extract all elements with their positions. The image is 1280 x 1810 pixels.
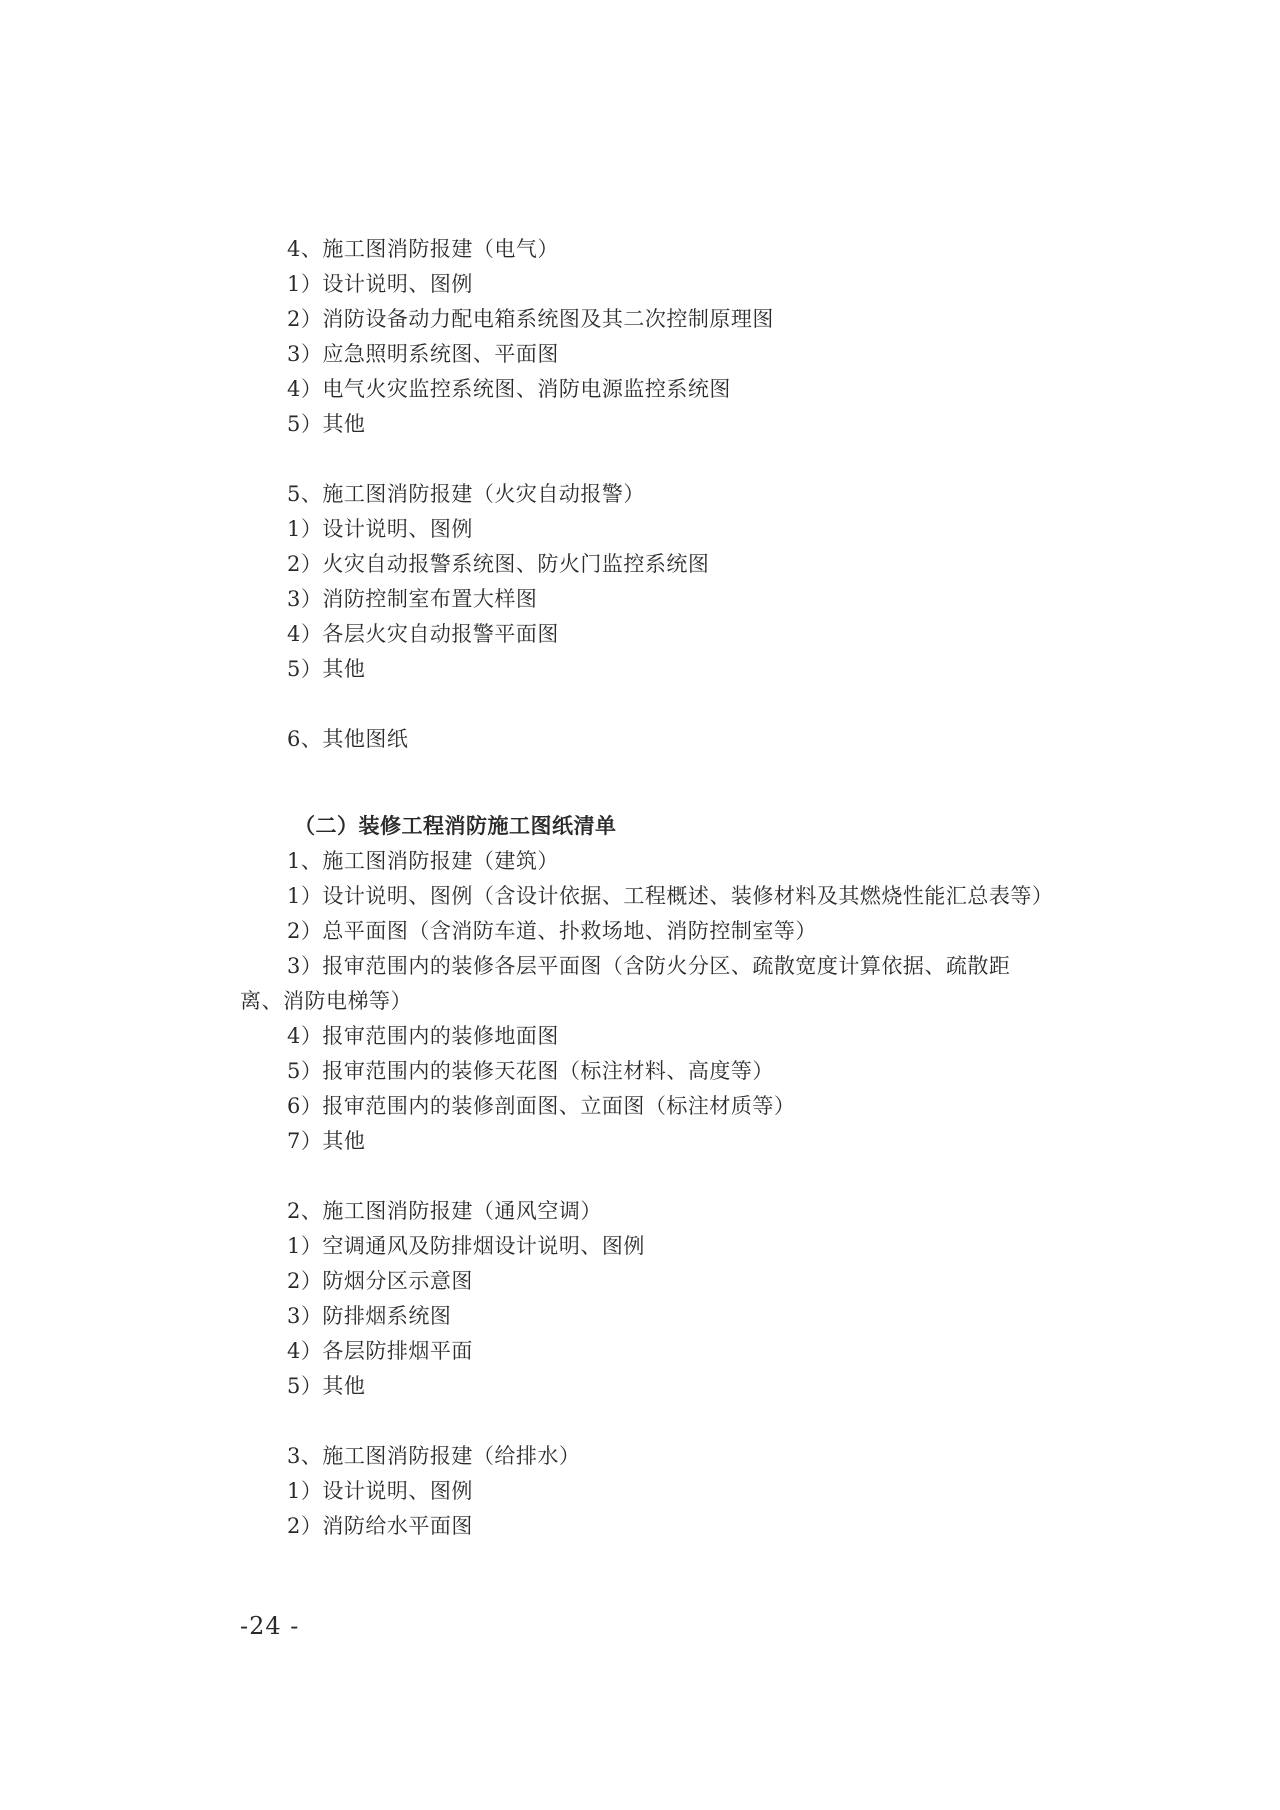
list-item: 3）应急照明系统图、平面图 xyxy=(287,342,559,366)
list-item: 2）消防给水平面图 xyxy=(287,1514,473,1538)
subsection-3-title: 3、施工图消防报建（给排水） xyxy=(287,1444,581,1468)
list-item: 3）报审范围内的装修各层平面图（含防火分区、疏散宽度计算依据、疏散距离、消防电梯等） xyxy=(240,954,1011,1013)
list-item: 4）电气火灾监控系统图、消防电源监控系统图 xyxy=(287,377,731,401)
list-item: 1）空调通风及防排烟设计说明、图例 xyxy=(287,1234,645,1258)
subsection-1-title: 1、施工图消防报建（建筑） xyxy=(287,849,559,873)
list-item: 1）设计说明、图例 xyxy=(287,272,473,296)
list-item: 1）设计说明、图例 xyxy=(287,1479,473,1503)
section-4-title: 4、施工图消防报建（电气） xyxy=(287,237,559,261)
section-6-title: 6、其他图纸 xyxy=(287,727,409,751)
list-item: 1）设计说明、图例（含设计依据、工程概述、装修材料及其燃烧性能汇总表等） xyxy=(287,884,1054,908)
subsection-2-title: 2、施工图消防报建（通风空调） xyxy=(287,1199,602,1223)
list-item: 2）消防设备动力配电箱系统图及其二次控制原理图 xyxy=(287,307,774,331)
section-5-title: 5、施工图消防报建（火灾自动报警） xyxy=(287,482,645,506)
list-item: 1）设计说明、图例 xyxy=(287,517,473,541)
list-item: 2）火灾自动报警系统图、防火门监控系统图 xyxy=(287,552,710,576)
list-item: 4）报审范围内的装修地面图 xyxy=(287,1024,559,1048)
page-number: -24 - xyxy=(240,1612,300,1640)
list-item: 4）各层防排烟平面 xyxy=(287,1339,473,1363)
spacer xyxy=(240,757,1052,809)
spacer xyxy=(240,687,1052,722)
list-item: 5）其他 xyxy=(287,1374,366,1398)
document-body xyxy=(240,232,1052,1544)
list-item: 3）防排烟系统图 xyxy=(287,1304,452,1328)
list-item: 3）消防控制室布置大样图 xyxy=(287,587,538,611)
list-item: 6）报审范围内的装修剖面图、立面图（标注材质等） xyxy=(287,1094,796,1118)
spacer xyxy=(240,1404,1052,1439)
list-item: 2）总平面图（含消防车道、扑救场地、消防控制室等） xyxy=(287,919,817,943)
list-item: 5）报审范围内的装修天花图（标注材料、高度等） xyxy=(287,1059,774,1083)
list-item: 7）其他 xyxy=(287,1129,366,1153)
list-item: 5）其他 xyxy=(287,657,366,681)
list-item: 5）其他 xyxy=(287,412,366,436)
spacer xyxy=(240,1159,1052,1194)
spacer xyxy=(240,442,1052,477)
part-2-heading: （二）装修工程消防施工图纸清单 xyxy=(294,814,617,838)
list-item: 4）各层火灾自动报警平面图 xyxy=(287,622,559,646)
list-item: 2）防烟分区示意图 xyxy=(287,1269,473,1293)
